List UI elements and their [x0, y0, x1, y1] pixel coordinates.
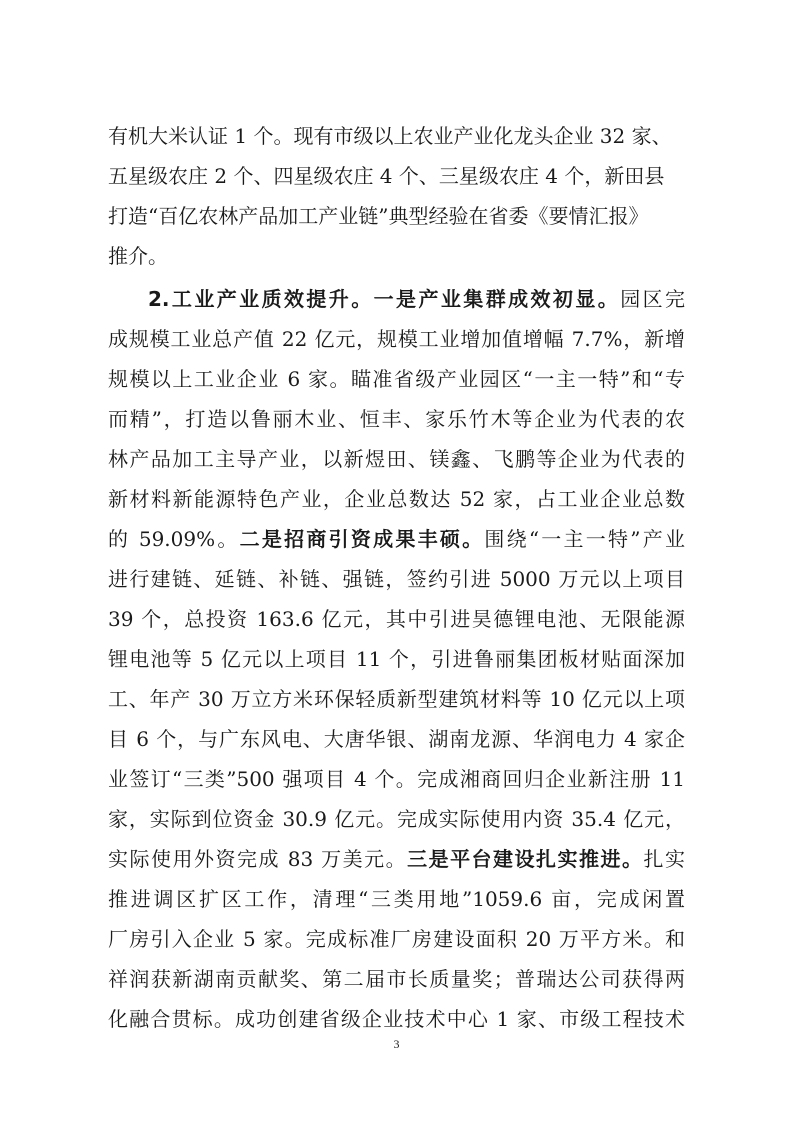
text-line: 39 个，总投资 163.6 亿元，其中引进昊德锂电池、无限能源: [108, 607, 685, 631]
section-heading-line: 2.工业产业质效提升。一是产业集群成效初显。园区完: [148, 287, 685, 311]
bold-heading: 二是招商引资成果丰硕。: [239, 527, 485, 551]
bold-heading: 三是平台建设扎实推进。: [407, 847, 644, 871]
text-line: 家，实际到位资金 30.9 亿元。完成实际使用内资 35.4 亿元，: [108, 807, 685, 831]
text-line: 有机大米认证 1 个。现有市级以上农业产业化龙头企业 32 家、: [108, 124, 672, 148]
text-line: 而精”，打造以鲁丽木业、恒丰、家乐竹木等企业为代表的农: [108, 407, 685, 431]
text-line: 化融合贯标。成功创建省级企业技术中心 1 家、市级工程技术: [108, 1007, 685, 1031]
text-line: 工、年产 30 万立方米环保轻质新型建筑材料等 10 亿元以上项: [108, 687, 685, 711]
page-number: 3: [393, 1037, 400, 1051]
text-line: 厂房引入企业 5 家。完成标准厂房建设面积 20 万平方米。和: [108, 927, 685, 951]
bold-heading: 2.工业产业质效提升。一是产业集群成效初显。: [148, 287, 621, 311]
text-line: 业签订“三类”500 强项目 4 个。完成湘商回归企业新注册 11: [108, 767, 685, 791]
text-line: 目 6 个，与广东风电、大唐华银、湖南龙源、华润电力 4 家企: [108, 727, 685, 751]
text-line: 新材料新能源特色产业，企业总数达 52 家，占工业企业总数: [108, 487, 685, 511]
text-line: 的 59.09%。二是招商引资成果丰硕。围绕“一主一特”产业: [108, 527, 685, 551]
text-line: 五星级农庄 2 个、四星级农庄 4 个、三星级农庄 4 个，新田县: [108, 164, 665, 188]
text-line: 锂电池等 5 亿元以上项目 11 个，引进鲁丽集团板材贴面深加: [108, 647, 685, 671]
text-line: 成规模工业总产值 22 亿元，规模工业增加值增幅 7.7%，新增: [108, 327, 685, 351]
text-line: 推进调区扩区工作，清理“三类用地”1059.6 亩，完成闲置: [108, 887, 685, 911]
text-line: 实际使用外资完成 83 万美元。三是平台建设扎实推进。扎实: [108, 847, 685, 871]
text-line: 打造“百亿农林产品加工产业链”典型经验在省委《要情汇报》: [108, 204, 649, 228]
text-line: 林产品加工主导产业，以新煜田、镁鑫、飞鹏等企业为代表的: [108, 447, 685, 471]
text-line: 进行建链、延链、补链、强链，签约引进 5000 万元以上项目: [108, 567, 685, 591]
text-line: 推介。: [108, 244, 168, 268]
text-line: 规模以上工业企业 6 家。瞄准省级产业园区“一主一特”和“专: [108, 367, 685, 391]
text-line: 祥润获新湖南贡献奖、第二届市长质量奖；普瑞达公司获得两: [108, 967, 685, 991]
